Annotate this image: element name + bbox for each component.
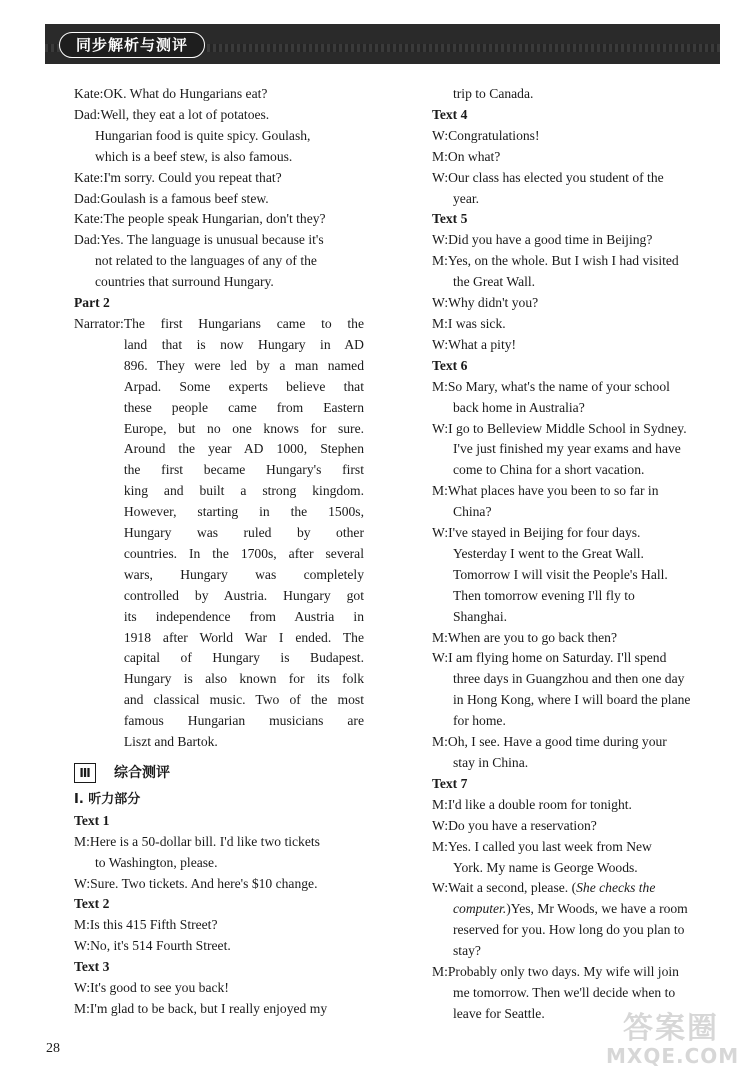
line-text: Did you have a good time in Beijing? [448, 232, 653, 248]
narrator-line: and classical music. Two of the most [123, 692, 364, 708]
watermark-bottom: MXQE.COM [606, 1044, 740, 1068]
continuation-line: Shanghai. [453, 608, 507, 624]
dialogue-line [74, 105, 364, 126]
narrator-line: capital of Hungary is Budapest. [123, 650, 364, 666]
narrator-line: controlled by Austria. Hungary got [123, 587, 364, 603]
continuation-line: to Washington, please. [95, 854, 218, 870]
dialogue-line [432, 878, 722, 899]
line-text: Well, they eat a lot of potatoes. [100, 106, 270, 122]
line-text: Yes. I called you last week from New [447, 838, 652, 854]
dialogue-line [74, 915, 364, 936]
left-column [74, 84, 364, 1020]
dialogue-line [74, 84, 364, 105]
dialogue-line [432, 481, 722, 502]
speaker-label: Kate: [74, 211, 104, 227]
narrator-line: Liszt and Bartok. [123, 734, 218, 750]
speaker-label: Dad: [74, 190, 101, 206]
speaker-label: W: [74, 938, 91, 954]
dialogue-line [432, 523, 722, 544]
continuation-line: I've just finished my year exams and have [453, 441, 681, 457]
continuation-line: China? [453, 504, 492, 520]
line-text: I'm sorry. Could you repeat that? [103, 169, 282, 185]
continuation-line: Hungarian food is quite spicy. Goulash, [95, 127, 311, 143]
part2-heading: Part 2 [74, 295, 110, 311]
dialogue-line [432, 795, 722, 816]
continuation-line: countries that surround Hungary. [95, 274, 274, 290]
speaker-label: M: [432, 378, 448, 394]
speaker-label: M: [432, 148, 448, 164]
dialogue-line [74, 230, 364, 251]
speaker-label: W: [432, 127, 449, 143]
speaker-label: M: [74, 1000, 90, 1016]
line-text: No, it's 514 Fourth Street. [90, 938, 231, 954]
line-text: I'm glad to be back, but I really enjoyed my [89, 1000, 328, 1016]
continuation-line: in Hong Kong, where I will board the plane [453, 692, 691, 708]
line-text: What places have you been to so far in [447, 483, 659, 499]
line-text: Oh, I see. Have a good time during your [447, 734, 667, 750]
continuation-line: year. [453, 190, 480, 206]
wait-post: )Yes, Mr Woods, we have a room [506, 901, 688, 917]
narrator-line: countries. In the 1700s, after several [123, 545, 364, 561]
dialogue-line [432, 837, 722, 858]
continuation-line: stay? [453, 943, 481, 959]
text3-dialogue [74, 978, 364, 1020]
speaker-label: Dad: [74, 106, 101, 122]
continuation-line: stay in China. [453, 755, 529, 770]
dialogue-line [432, 628, 722, 649]
continuation-line: Then tomorrow evening I'll fly to [453, 587, 635, 603]
text1-heading: Text 1 [74, 812, 110, 828]
narrator-line: 896. They were led by a man named [123, 357, 364, 373]
dialogue-line [432, 335, 722, 356]
watermark-logo [606, 1011, 740, 1071]
line-text: I was sick. [447, 315, 506, 331]
line-text [448, 878, 722, 899]
speaker-label: Kate: [74, 169, 104, 185]
line-text: Sure. Two tickets. And here's $10 change. [90, 875, 318, 891]
subsection-title: Ⅰ. 听力部分 [74, 791, 141, 807]
header-title: 同步解析与测评 [59, 32, 205, 58]
speaker-label: Dad: [74, 232, 101, 248]
continuation-line: which is a beef stew, is also famous. [95, 148, 293, 164]
narrator-line: 1918 after World War I ended. The [123, 629, 364, 645]
text3-continuation: trip to Canada. [453, 86, 534, 101]
speaker-label: W: [432, 420, 449, 436]
continuation-line: for home. [453, 713, 506, 729]
page-header [45, 24, 720, 64]
narrator-line: The first Hungarians came to the [123, 315, 364, 331]
line-text: Yes, on the whole. But I wish I had visited [447, 253, 679, 269]
speaker-label: M: [432, 315, 448, 331]
dialogue-line [432, 377, 722, 398]
speaker-label: Kate: [74, 86, 104, 101]
text2-dialogue [74, 915, 364, 957]
line-text: Here is a 50-dollar bill. I'd like two tickets [89, 833, 320, 849]
speaker-label: W: [432, 295, 449, 311]
line-text: So Mary, what's the name of your school [447, 378, 670, 394]
text4-dialogue [432, 126, 722, 210]
line-text: I go to Belleview Middle School in Sydney. [448, 420, 687, 436]
dialogue-line [432, 293, 722, 314]
dialogue-line [432, 732, 722, 753]
continuation-line: back home in Australia? [453, 399, 585, 415]
text5-heading: Text 5 [432, 211, 468, 227]
narrator-text [124, 314, 364, 753]
dialogue-line [74, 936, 364, 957]
dialogue-line [432, 168, 722, 189]
dialogue-line [432, 962, 722, 983]
dialogue-line [74, 832, 364, 853]
section-heading [74, 763, 364, 784]
line-text: Congratulations! [448, 127, 540, 143]
continuation-line: Yesterday I went to the Great Wall. [453, 545, 644, 561]
line-text: The people speak Hungarian, don't they? [103, 211, 326, 227]
page-number: 28 [46, 1041, 60, 1056]
speaker-label: W: [432, 525, 449, 541]
speaker-label: M: [432, 629, 448, 645]
text1-dialogue [74, 832, 364, 895]
dialogue-line [74, 874, 364, 895]
dialogue-line [74, 209, 364, 230]
speaker-label: M: [432, 483, 448, 499]
text6-dialogue [432, 377, 722, 774]
dialogue-line [74, 978, 364, 999]
dialogue-line [432, 147, 722, 168]
dialogue-line [74, 168, 364, 189]
continuation-line: come to China for a short vacation. [453, 462, 645, 478]
text4-heading: Text 4 [432, 106, 468, 122]
speaker-label: M: [432, 964, 448, 980]
line-text: When are you to go back then? [447, 629, 617, 645]
text7-heading: Text 7 [432, 775, 468, 791]
narrator-line: king and built a strong kingdom. [123, 483, 364, 499]
narrator-line: Hungary is also known for its folk [123, 671, 364, 687]
continuation-line: Tomorrow I will visit the People's Hall. [453, 566, 668, 582]
text2-heading: Text 2 [74, 896, 110, 912]
narrator-line: famous Hungarian musicians are [123, 713, 364, 729]
text7-wait-turn [432, 878, 722, 962]
dialogue-line [74, 999, 364, 1020]
line-text: Yes. The language is unusual because it's [100, 232, 324, 248]
narrator-line: the first became Hungary's first [123, 462, 364, 478]
speaker-label: W: [74, 875, 91, 891]
speaker-label: M: [432, 253, 448, 269]
stage-direction-cont: computer. [453, 901, 507, 917]
dialogue-line [432, 230, 722, 251]
line-text: OK. What do Hungarians eat? [103, 86, 268, 101]
continuation-line: reserved for you. How long do you plan to [453, 922, 685, 938]
speaker-label: W: [74, 980, 91, 996]
text5-dialogue [432, 230, 722, 355]
section-title: 综合测评 [114, 765, 170, 781]
speaker-label: M: [432, 734, 448, 750]
dialogue-line [74, 189, 364, 210]
line-text: What a pity! [448, 336, 517, 352]
continuation-line [432, 899, 722, 920]
continuation-line: three days in Guangzhou and then one day [453, 671, 685, 687]
speaker-label: W: [432, 232, 449, 248]
line-text: Why didn't you? [448, 295, 539, 311]
line-text: I'd like a double room for tonight. [447, 796, 632, 812]
narrator-line: Europe, but no one knows for sure. [123, 420, 364, 436]
speaker-label: W: [432, 650, 449, 666]
text6-heading: Text 6 [432, 357, 468, 373]
narrator-line: Arpad. Some experts believe that [123, 378, 364, 394]
dialogue-line [432, 126, 722, 147]
narrator-line: Around the year AD 1000, Stephen [123, 441, 364, 457]
narrator-line: wars, Hungary was completely [123, 566, 364, 582]
dialogue-kate-dad [74, 84, 364, 293]
dialogue-line [432, 419, 722, 440]
section-number: Ⅲ [74, 763, 96, 783]
speaker-label: M: [432, 796, 448, 812]
wait-pre: Wait a second, please. ( [448, 880, 577, 896]
line-text: On what? [447, 148, 501, 164]
continuation-line: leave for Seattle. [453, 1005, 545, 1021]
narrator-speaker: Narrator: [74, 315, 124, 331]
speaker-label: W: [432, 169, 449, 185]
speaker-label: W: [432, 880, 449, 896]
line-text: Goulash is a famous beef stew. [100, 190, 269, 206]
line-text: Our class has elected you student of the [448, 169, 664, 185]
dialogue-line [432, 816, 722, 837]
line-text: Do you have a reservation? [448, 817, 597, 833]
wait-continuation [432, 920, 722, 962]
speaker-label: W: [432, 336, 449, 352]
speaker-label: W: [432, 817, 449, 833]
continuation-line: me tomorrow. Then we'll decide when to [453, 984, 676, 1000]
line-text: It's good to see you back! [90, 980, 229, 996]
continuation-line: York. My name is George Woods. [453, 859, 638, 875]
dialogue-line [432, 314, 722, 335]
narrator-line: Hungary was ruled by other [123, 525, 364, 541]
dialogue-line [432, 648, 722, 669]
line-text: Probably only two days. My wife will join [447, 964, 679, 980]
speaker-label: M: [74, 833, 90, 849]
narrator-block [74, 314, 364, 753]
narrator-line: However, starting in the 1500s, [123, 504, 364, 520]
text3-heading: Text 3 [74, 959, 110, 975]
continuation-line: not related to the languages of any of the [95, 253, 317, 269]
stage-direction: She checks the [576, 880, 656, 896]
line-text: I've stayed in Beijing for four days. [448, 525, 641, 541]
line-text: Is this 415 Fifth Street? [89, 917, 218, 933]
speaker-label: M: [432, 838, 448, 854]
speaker-label: M: [74, 917, 90, 933]
text7-dialogue-a [432, 795, 722, 879]
narrator-line: land that is now Hungary in AD [123, 336, 364, 352]
narrator-line: its independence from Austria in [123, 608, 364, 624]
line-text: I am flying home on Saturday. I'll spend [448, 650, 667, 666]
dialogue-line [432, 251, 722, 272]
right-column [432, 84, 722, 1025]
narrator-line: these people came from Eastern [123, 399, 364, 415]
continuation-line: the Great Wall. [453, 274, 536, 290]
watermark-top: 答案圈 [623, 1011, 719, 1046]
